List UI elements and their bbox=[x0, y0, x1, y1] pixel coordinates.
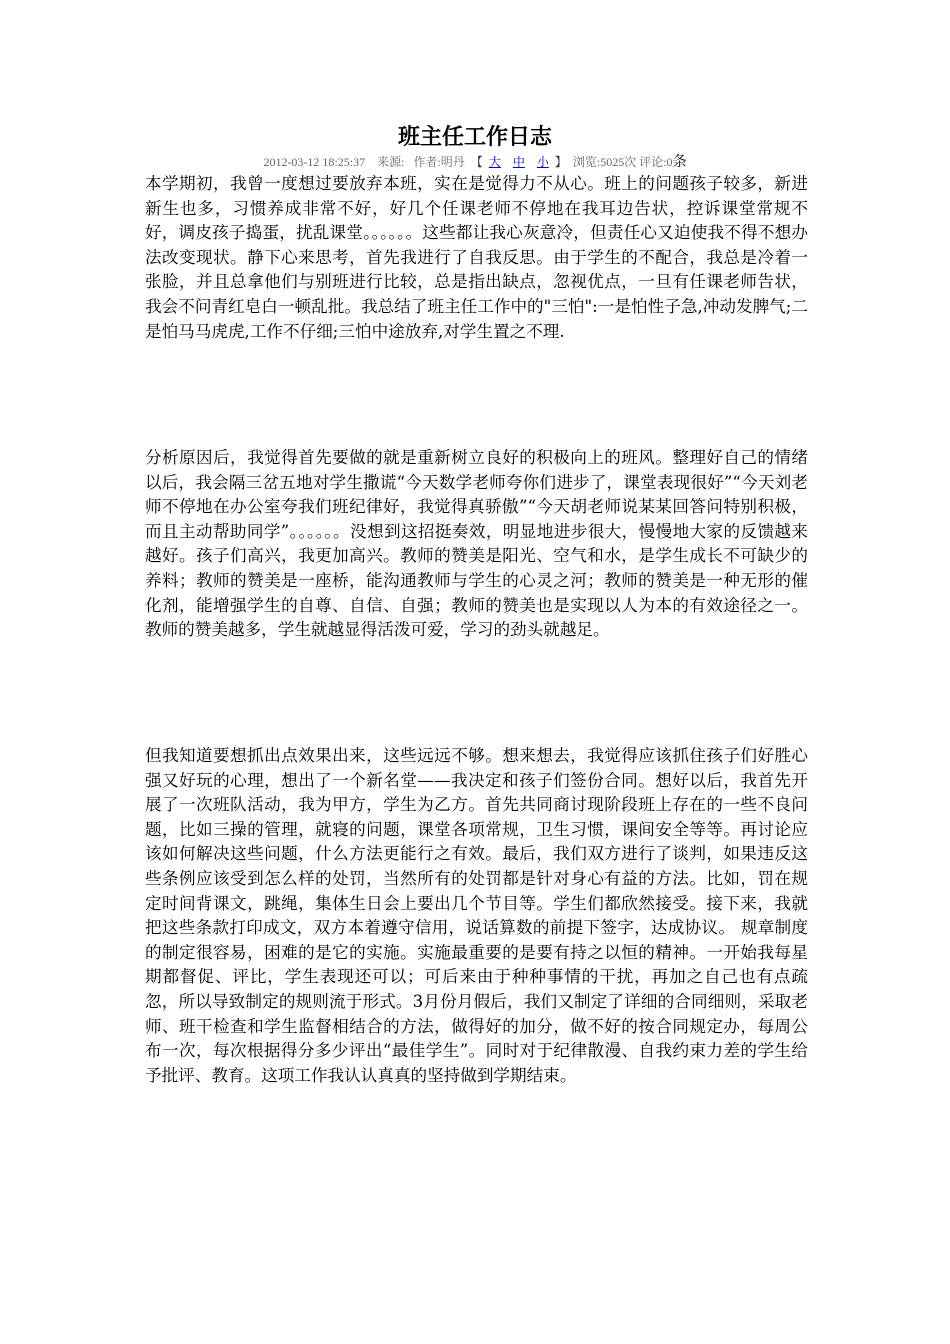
article-title: 班主任工作日志 bbox=[397, 124, 552, 150]
meta-datetime: 2012-03-12 18:25:37 bbox=[263, 155, 366, 169]
article-paragraph: 但我知道要想抓出点效果出来，这些远远不够。想来想去，我觉得应该抓住孩子们好胜心强又好玩的心理，想出了一个新名堂——我决定和孩子们签份合同。想好以后，我首先开展了一次班队活动，我为甲方，学生为乙方。首先共同商讨现阶段班上存在的一些不良问题，比如三操的管理，就寝的问题，课堂各项常规，卫生习惯，课间安全等等。再讨论应该如何解决这些问题，什么方法更能行之有效。最后，我们双方进行了谈判，如果违反这些条例应该受到怎么样的处罚，当然所有的处罚都是针对身心有益的方法。比如，罚在规定时间背课文，跳绳，集体生日会上要出几个节目等。学生们都欣然接受。接下来，我就把这些条款打印成文，双方本着遵守信用，说话算数的前提下签字，达成协议。 规章制度的制定很容易，困难的是它的实施。实施最重要的是要有持之以恒的精神。一开始我每星期都督促、评比，学生表现还可以；可后来由于种种事情的干扰，再加之自己也有点疏忽，所以导致制定的规则流于形式。3月份月假后，我们又制定了详细的合同细则，采取老师、班干检查和学生监督相结合的方法，做得好的加分，做不好的按合同规定办，每周公布一次，每次根据得分多少评出“最佳学生”。同时对于纪律散漫、自我约束力差的学生给予批评、教育。这项工作我认认真真的坚持做到学期结束。 bbox=[145, 746, 808, 1085]
font-size-bracket-open: 【 bbox=[470, 155, 483, 169]
font-size-large-link[interactable]: 大 bbox=[488, 155, 501, 169]
meta-author: 作者:明丹 bbox=[413, 155, 465, 169]
font-size-medium-link[interactable]: 中 bbox=[512, 155, 525, 169]
font-size-bracket-close: 】 bbox=[554, 155, 567, 169]
meta-comments-unit: 条 bbox=[672, 155, 687, 170]
meta-views: 浏览:5025次 bbox=[572, 155, 637, 169]
article-paragraph: 分析原因后，我觉得首先要做的就是重新树立良好的积极向上的班风。整理好自己的情绪以后，我会隔三岔五地对学生撒谎“今天数学老师夸你们进步了，课堂表现很好”“今天刘老师不停地在办公室夸我们班纪律好，我觉得真骄傲”“今天胡老师说某某回答问特别积极，而且主动帮助同学”。。。。。。没想到这招挺奏效，明显地进步很大，慢慢地大家的反馈越来越好。孩子们高兴，我更加高兴。教师的赞美是阳光、空气和水，是学生成长不可缺少的养料；教师的赞美是一座桥，能沟通教师与学生的心灵之河；教师的赞美是一种无形的催化剂，能增强学生的自尊、自信、自强；教师的赞美也是实现以人为本的有效途径之一。教师的赞美越多，学生就越显得活泼可爱，学习的劲头就越足。 bbox=[145, 448, 808, 640]
font-size-small-link[interactable]: 小 bbox=[536, 155, 549, 169]
article-meta bbox=[0, 153, 950, 172]
meta-source-label: 来源: bbox=[377, 155, 405, 169]
meta-comments: 评论:0 bbox=[639, 155, 673, 169]
article-paragraph: 本学期初，我曾一度想过要放弃本班，实在是觉得力不从心。班上的问题孩子较多，新进新生也多，习惯养成非常不好，好几个任课老师不停地在我耳边告状，控诉课堂常规不好，调皮孩子捣蛋，扰乱课堂。。。。。。这些都让我心灰意冷，但责任心又迫使我不得不想办法改变现状。静下心来思考，首先我进行了自我反思。由于学生的不配合，我总是冷着一张脸，并且总拿他们与别班进行比较，总是指出缺点，忽视优点，一旦有任课老师告状，我会不问青红皂白一顿乱批。我总结了班主任工作中的"三怕":一是怕性子急,冲动发脾气;二是怕马马虎虎,工作不仔细;三怕中途放弃,对学生置之不理. bbox=[145, 174, 808, 341]
